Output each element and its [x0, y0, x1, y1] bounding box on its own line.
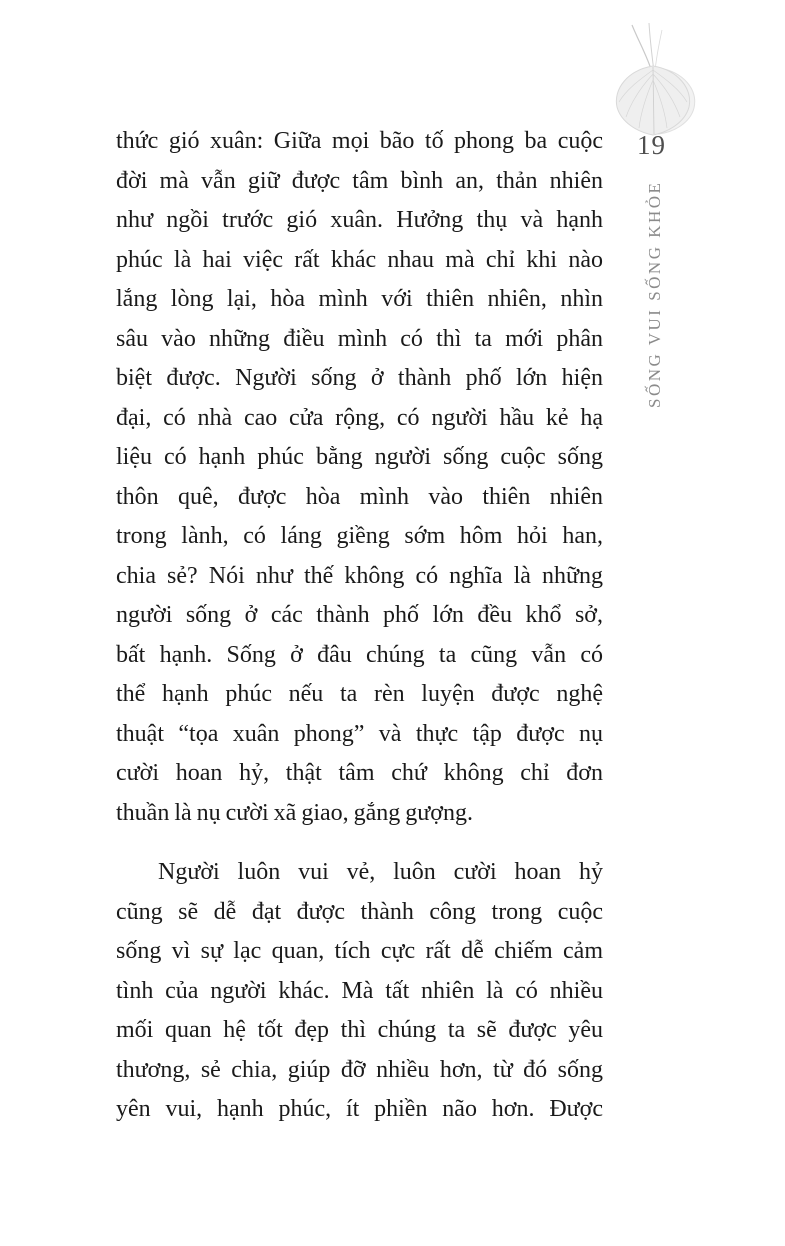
text-line: cũng sẽ dễ đạt được thành công trong cuộc: [116, 898, 603, 925]
text-line: phúc là hai việc rất khác nhau mà chỉ khi nào: [116, 246, 603, 273]
running-title: SỐNG VUI SỐNG KHỎE: [645, 180, 664, 408]
text-line: biệt được. Người sống ở thành phố lớn hiện: [116, 365, 603, 391]
text-line: như ngồi trước gió xuân. Hưởng thụ và hạnh: [116, 207, 603, 233]
body-text: [116, 122, 603, 1130]
text-line: cười hoan hỷ, thật tâm chứ không chỉ đơn: [116, 760, 603, 786]
text-line: thuật “tọa xuân phong” và thực tập được nụ: [116, 720, 603, 747]
text-line: Người luôn vui vẻ, luôn cười hoan hỷ: [158, 859, 603, 885]
text-line: đời mà vẫn giữ được tâm bình an, thản nhiên: [116, 167, 603, 194]
text-line: bất hạnh. Sống ở đâu chúng ta cũng vẫn có: [116, 641, 603, 668]
text-line: thôn quê, được hòa mình vào thiên nhiên: [116, 483, 603, 510]
text-line: đại, có nhà cao cửa rộng, có người hầu kẻ hạ: [116, 404, 603, 431]
text-line: trong lành, có láng giềng sớm hôm hỏi han,: [116, 523, 603, 549]
text-line: thuần là nụ cười xã giao, gắng gượng.: [116, 799, 473, 826]
text-line: lắng lòng lại, hòa mình với thiên nhiên, nhìn: [116, 286, 603, 312]
text-line: thể hạnh phúc nếu ta rèn luyện được nghệ: [116, 681, 603, 707]
text-line: người sống ở các thành phố lớn đều khổ sở,: [116, 602, 603, 628]
text-line: chia sẻ? Nói như thế không có nghĩa là những: [116, 562, 603, 589]
text-line: sâu vào những điều mình có thì ta mới phân: [116, 325, 603, 352]
paragraph: [116, 122, 603, 833]
paragraph: [116, 853, 603, 1130]
text-line: thương, sẻ chia, giúp đỡ nhiều hơn, từ đó sống: [116, 1056, 603, 1083]
text-line: tình của người khác. Mà tất nhiên là có nhiều: [116, 977, 603, 1004]
text-line: thức gió xuân: Giữa mọi bão tố phong ba cuộc: [116, 128, 603, 154]
page-number: 19: [637, 130, 666, 160]
text-line: yên vui, hạnh phúc, ít phiền não hơn. Được: [116, 1096, 603, 1122]
text-line: sống vì sự lạc quan, tích cực rất dễ chiếm cảm: [116, 938, 603, 964]
text-line: liệu có hạnh phúc bằng người sống cuộc sống: [116, 444, 603, 470]
leaf-decoration-icon: [606, 22, 704, 138]
text-line: mối quan hệ tốt đẹp thì chúng ta sẽ được yêu: [116, 1017, 603, 1043]
